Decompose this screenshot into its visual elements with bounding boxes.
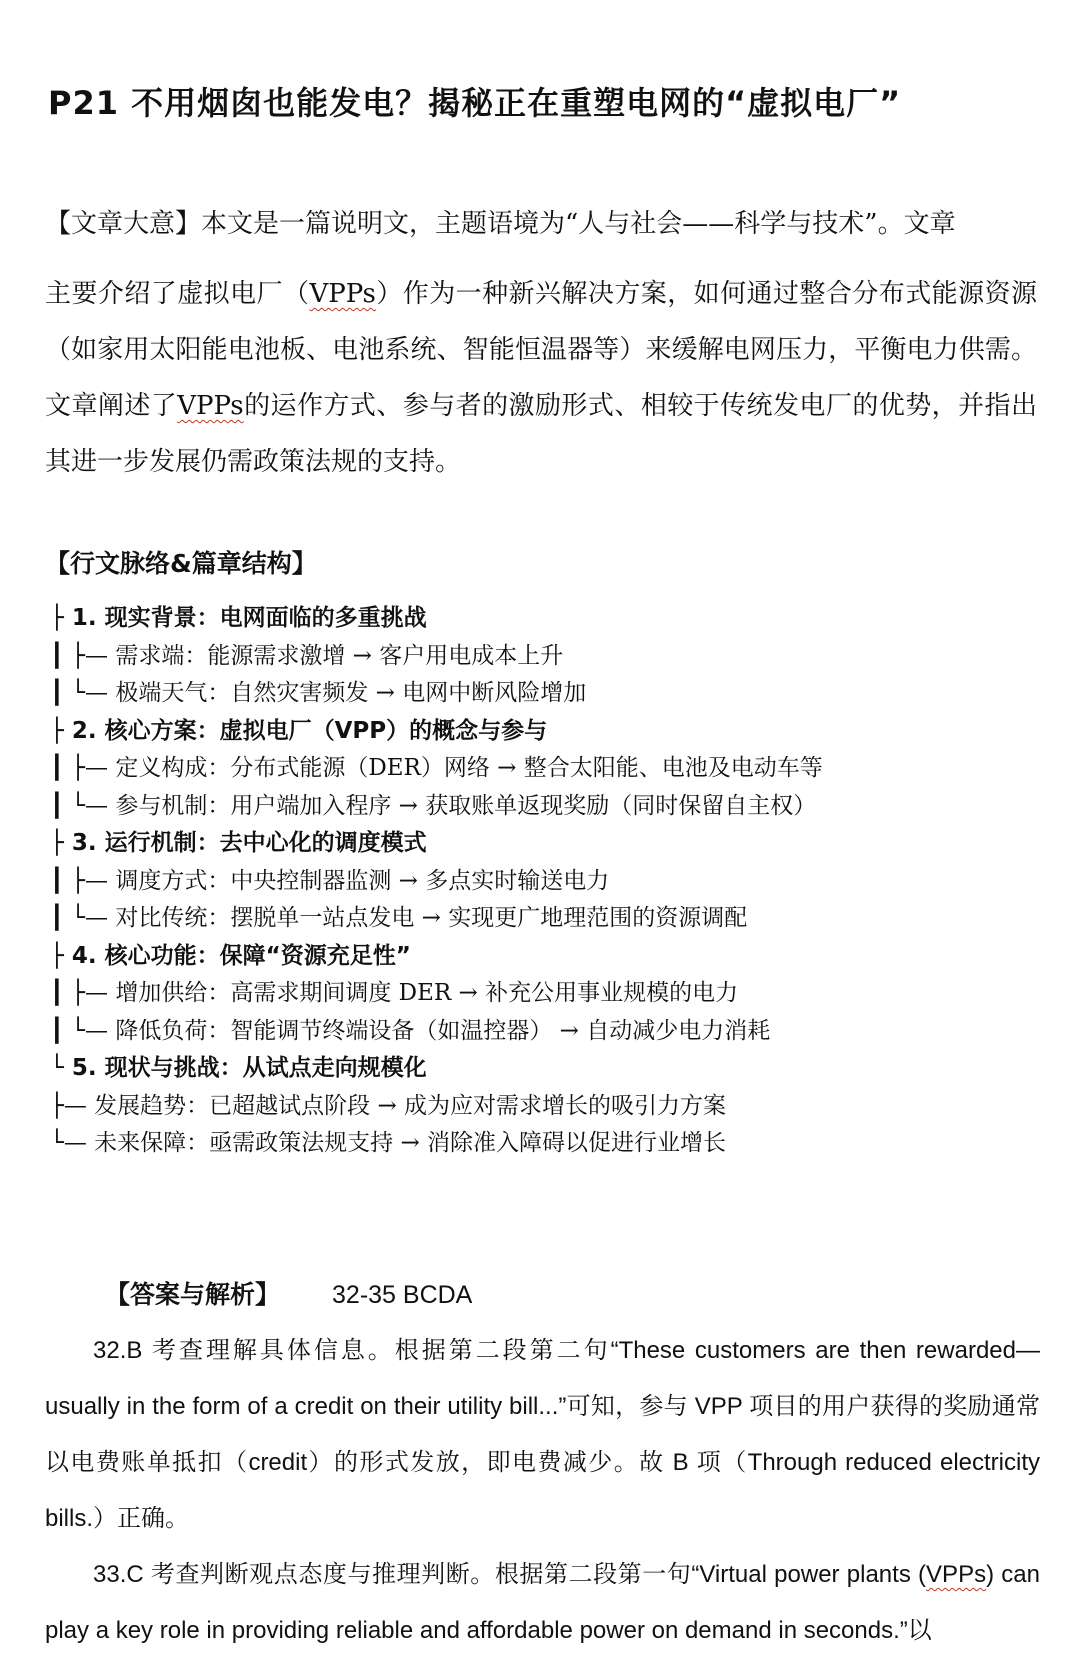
explanation-33 — [45, 1547, 1040, 1659]
vpps-term: VPPs — [309, 279, 376, 309]
explanation-33-a: 33.C 考查判断观点态度与推理判断。根据第二段第一句“Virtual power plants ( — [93, 1561, 927, 1588]
structure-item: ┃ └— 对比传统：摆脱单一站点发电 → 实现更广地理范围的资源调配 — [50, 905, 748, 931]
explanation-32: 32.B 考查理解具体信息。根据第二段第二句“These customers are then rewarded—usually in the form of a credit on their utility bill...”可知，参与 VPP 项目的用户获得的奖励通常以电费账单抵扣（credit）的形式发放，即电费减少。故 B 项（Through reduced electricity bills.）正确。 — [45, 1337, 1040, 1532]
vpps-term-3: VPPs — [926, 1561, 987, 1588]
summary-label: 【文章大意】 — [45, 209, 202, 239]
structure-item: ┃ ├— 需求端：能源需求激增 → 客户用电成本上升 — [50, 642, 564, 669]
summary-text-2a: 主要介绍了虚拟电厂（ — [45, 279, 310, 309]
structure-item: ┃ ├— 增加供给：高需求期间调度 DER → 补充公用事业规模的电力 — [50, 980, 739, 1006]
summary-text-2c: 的运作方式、参与者的激励形式、相较于传统发电厂的优势，并指出其进一步发展仍需政策法规的支持。 — [45, 391, 1037, 477]
structure-section: ├ 4. 核心功能：保障“资源充足性” — [50, 942, 411, 969]
structure-section: ├ 2. 核心方案：虚拟电厂（VPP）的概念与参与 — [50, 717, 548, 744]
summary-paragraph-2 — [45, 266, 1037, 490]
answer-explanations — [45, 1323, 1040, 1659]
structure-heading: 【行文脉络&篇章结构】 — [45, 549, 317, 578]
vpps-term-2: VPPs — [177, 391, 244, 421]
structure-tree — [50, 600, 1050, 1163]
answer-key: 32-35 BCDA — [332, 1281, 473, 1309]
summary-text-2b: ）作为一种新兴解决方案，如何通过整合分布式能源资源（如家用太阳能电池板、电池系统、智能恒温器等）来缓解电网压力，平衡电力供需。文章阐述了 — [45, 279, 1037, 421]
structure-item: ┃ └— 参与机制：用户端加入程序 → 获取账单返现奖励（同时保留自主权） — [50, 792, 817, 819]
structure-item: ├— 发展趋势：已超越试点阶段 → 成为应对需求增长的吸引力方案 — [50, 1092, 727, 1119]
answer-label: 【答案与解析】 — [105, 1280, 281, 1309]
explanation-33-b: ) can play a key role in providing reliable and affordable power on demand in seconds.”以 — [45, 1561, 1040, 1644]
structure-item: ┃ ├— 定义构成：分布式能源（DER）网络 → 整合太阳能、电池及电动车等 — [50, 755, 823, 781]
summary-text-1: 本文是一篇说明文，主题语境为“人与社会——科学与技术”。文章 — [201, 209, 956, 239]
structure-section: ├ 3. 运行机制：去中心化的调度模式 — [50, 830, 427, 856]
structure-item: ┃ ├— 调度方式：中央控制器监测 → 多点实时输送电力 — [50, 867, 610, 894]
structure-item: ┃ └— 极端天气：自然灾害频发 → 电网中断风险增加 — [50, 680, 587, 706]
answer-heading — [105, 1275, 472, 1311]
structure-section: ├ 1. 现实背景：电网面临的多重挑战 — [50, 605, 427, 631]
article-summary — [45, 196, 1037, 490]
page-title: P21 不用烟囱也能发电？揭秘正在重塑电网的“虚拟电厂” — [48, 84, 902, 122]
structure-section: └ 5. 现状与挑战：从试点走向规模化 — [50, 1055, 427, 1081]
summary-line-1 — [45, 196, 1037, 252]
structure-item: └— 未来保障：亟需政策法规支持 → 消除准入障碍以促进行业增长 — [50, 1130, 727, 1156]
structure-item: ┃ └— 降低负荷：智能调节终端设备（如温控器） → 自动减少电力消耗 — [50, 1017, 771, 1044]
